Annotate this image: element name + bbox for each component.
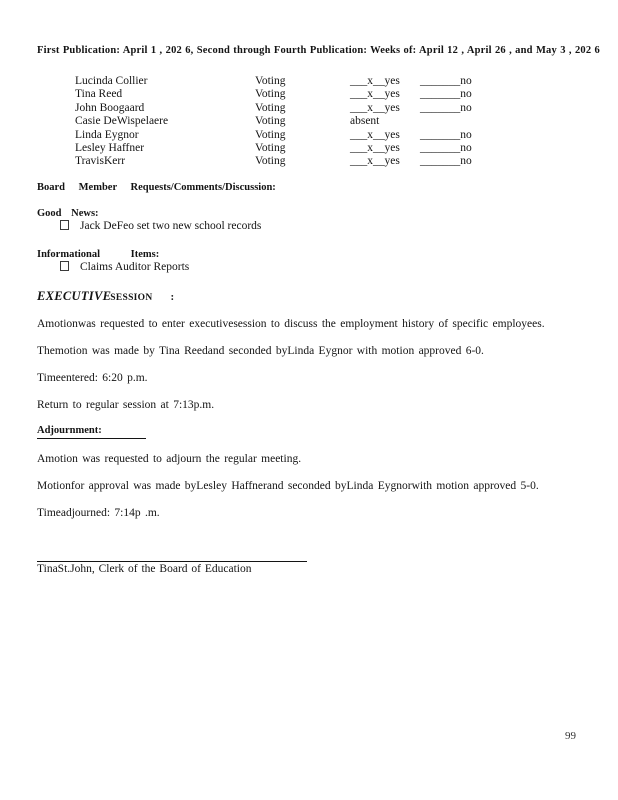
table-row [75,75,600,88]
vote-yes: ___x__yes [350,155,400,168]
vote-no: _______no [420,128,472,141]
table-row [75,129,600,142]
voting-label: Voting [255,115,286,128]
table-row [75,115,600,128]
table-row [75,102,600,115]
vote-yes: ___x__yes [350,142,400,155]
vote-yes: ___x__yes [350,75,400,87]
good-news-item-text: Jack DeFeo set two new school records [80,219,262,232]
table-row [75,155,600,168]
executive-session-word-2: SESSION [110,292,153,303]
table-row [75,88,600,101]
vote-no: _______no [420,101,472,114]
empty-box-bullet-icon [60,220,69,230]
informational-item-text: Claims Auditor Reports [80,261,190,274]
vote-no [420,115,600,128]
executive-session-word-1: EXECUTIVE [37,288,112,303]
informational-item [60,261,600,274]
adjournment-heading-text: Adjournment: [37,424,146,439]
paragraph-exec-motion: Themotion was made by Tina Reedand seconded byLinda Eygnor with motion approved 6-0. [37,345,484,358]
member-name: Tina Reed [75,88,123,101]
paragraph-time-adjourned: Timeadjourned: 7:14p .m. [37,506,160,519]
member-name: Linda Eygnor [75,128,139,141]
paragraph-return-regular-session: Return to regular session at 7:13p.m. [37,398,215,411]
voting-label: Voting [255,155,286,168]
voting-label: Voting [255,128,286,141]
vote-no: _______no [420,142,472,155]
executive-session-heading [37,289,600,305]
paragraph-enter-exec-session: Amotionwas requested to enter executivesession to discuss the employment history of specific employees. [37,318,545,331]
voting-label: Voting [255,142,286,155]
board-member-heading: Board Member Requests/Comments/Discussion: [37,181,276,193]
page-number: 99 [565,730,576,742]
voting-label: Voting [255,101,286,114]
vote-yes: ___x__yes [350,101,400,114]
vote-yes: ___x__yes [350,128,400,141]
good-news-heading: Good News: [37,207,99,219]
good-news-item [60,220,600,233]
vote-yes: absent [350,115,380,128]
paragraph-adjourn-motion: Motionfor approval was made byLesley Haffnerand seconded byLinda Eygnorwith motion approved 5-0. [37,479,539,492]
voting-table [75,75,600,169]
publication-line: First Publication: April 1 , 202 6, Second through Fourth Publication: Weeks of: April 12 , April 26 , and May 3 , 202 6 [37,45,600,56]
voting-label: Voting [255,75,286,87]
table-row [75,142,600,155]
vote-no: _______no [420,75,472,87]
member-name: TravisKerr [75,155,126,168]
member-name: Casie DeWispelaere [75,115,169,128]
adjournment-heading [37,424,600,439]
signature-name: TinaSt.John, Clerk of the Board of Education [37,563,252,575]
signature-line [37,561,307,576]
executive-session-colon: : [170,290,175,303]
member-name: John Boogaard [75,101,145,114]
vote-yes: ___x__yes [350,88,400,101]
empty-box-bullet-icon [60,261,69,271]
vote-no: _______no [420,155,472,168]
member-name: Lucinda Collier [75,75,148,87]
voting-label: Voting [255,88,286,101]
member-name: Lesley Haffner [75,142,145,155]
paragraph-time-entered: Timeentered: 6:20 p.m. [37,371,148,384]
vote-no: _______no [420,88,472,101]
informational-heading: Informational Items: [37,249,160,261]
paragraph-adjourn-request: Amotion was requested to adjourn the regular meeting. [37,452,302,465]
